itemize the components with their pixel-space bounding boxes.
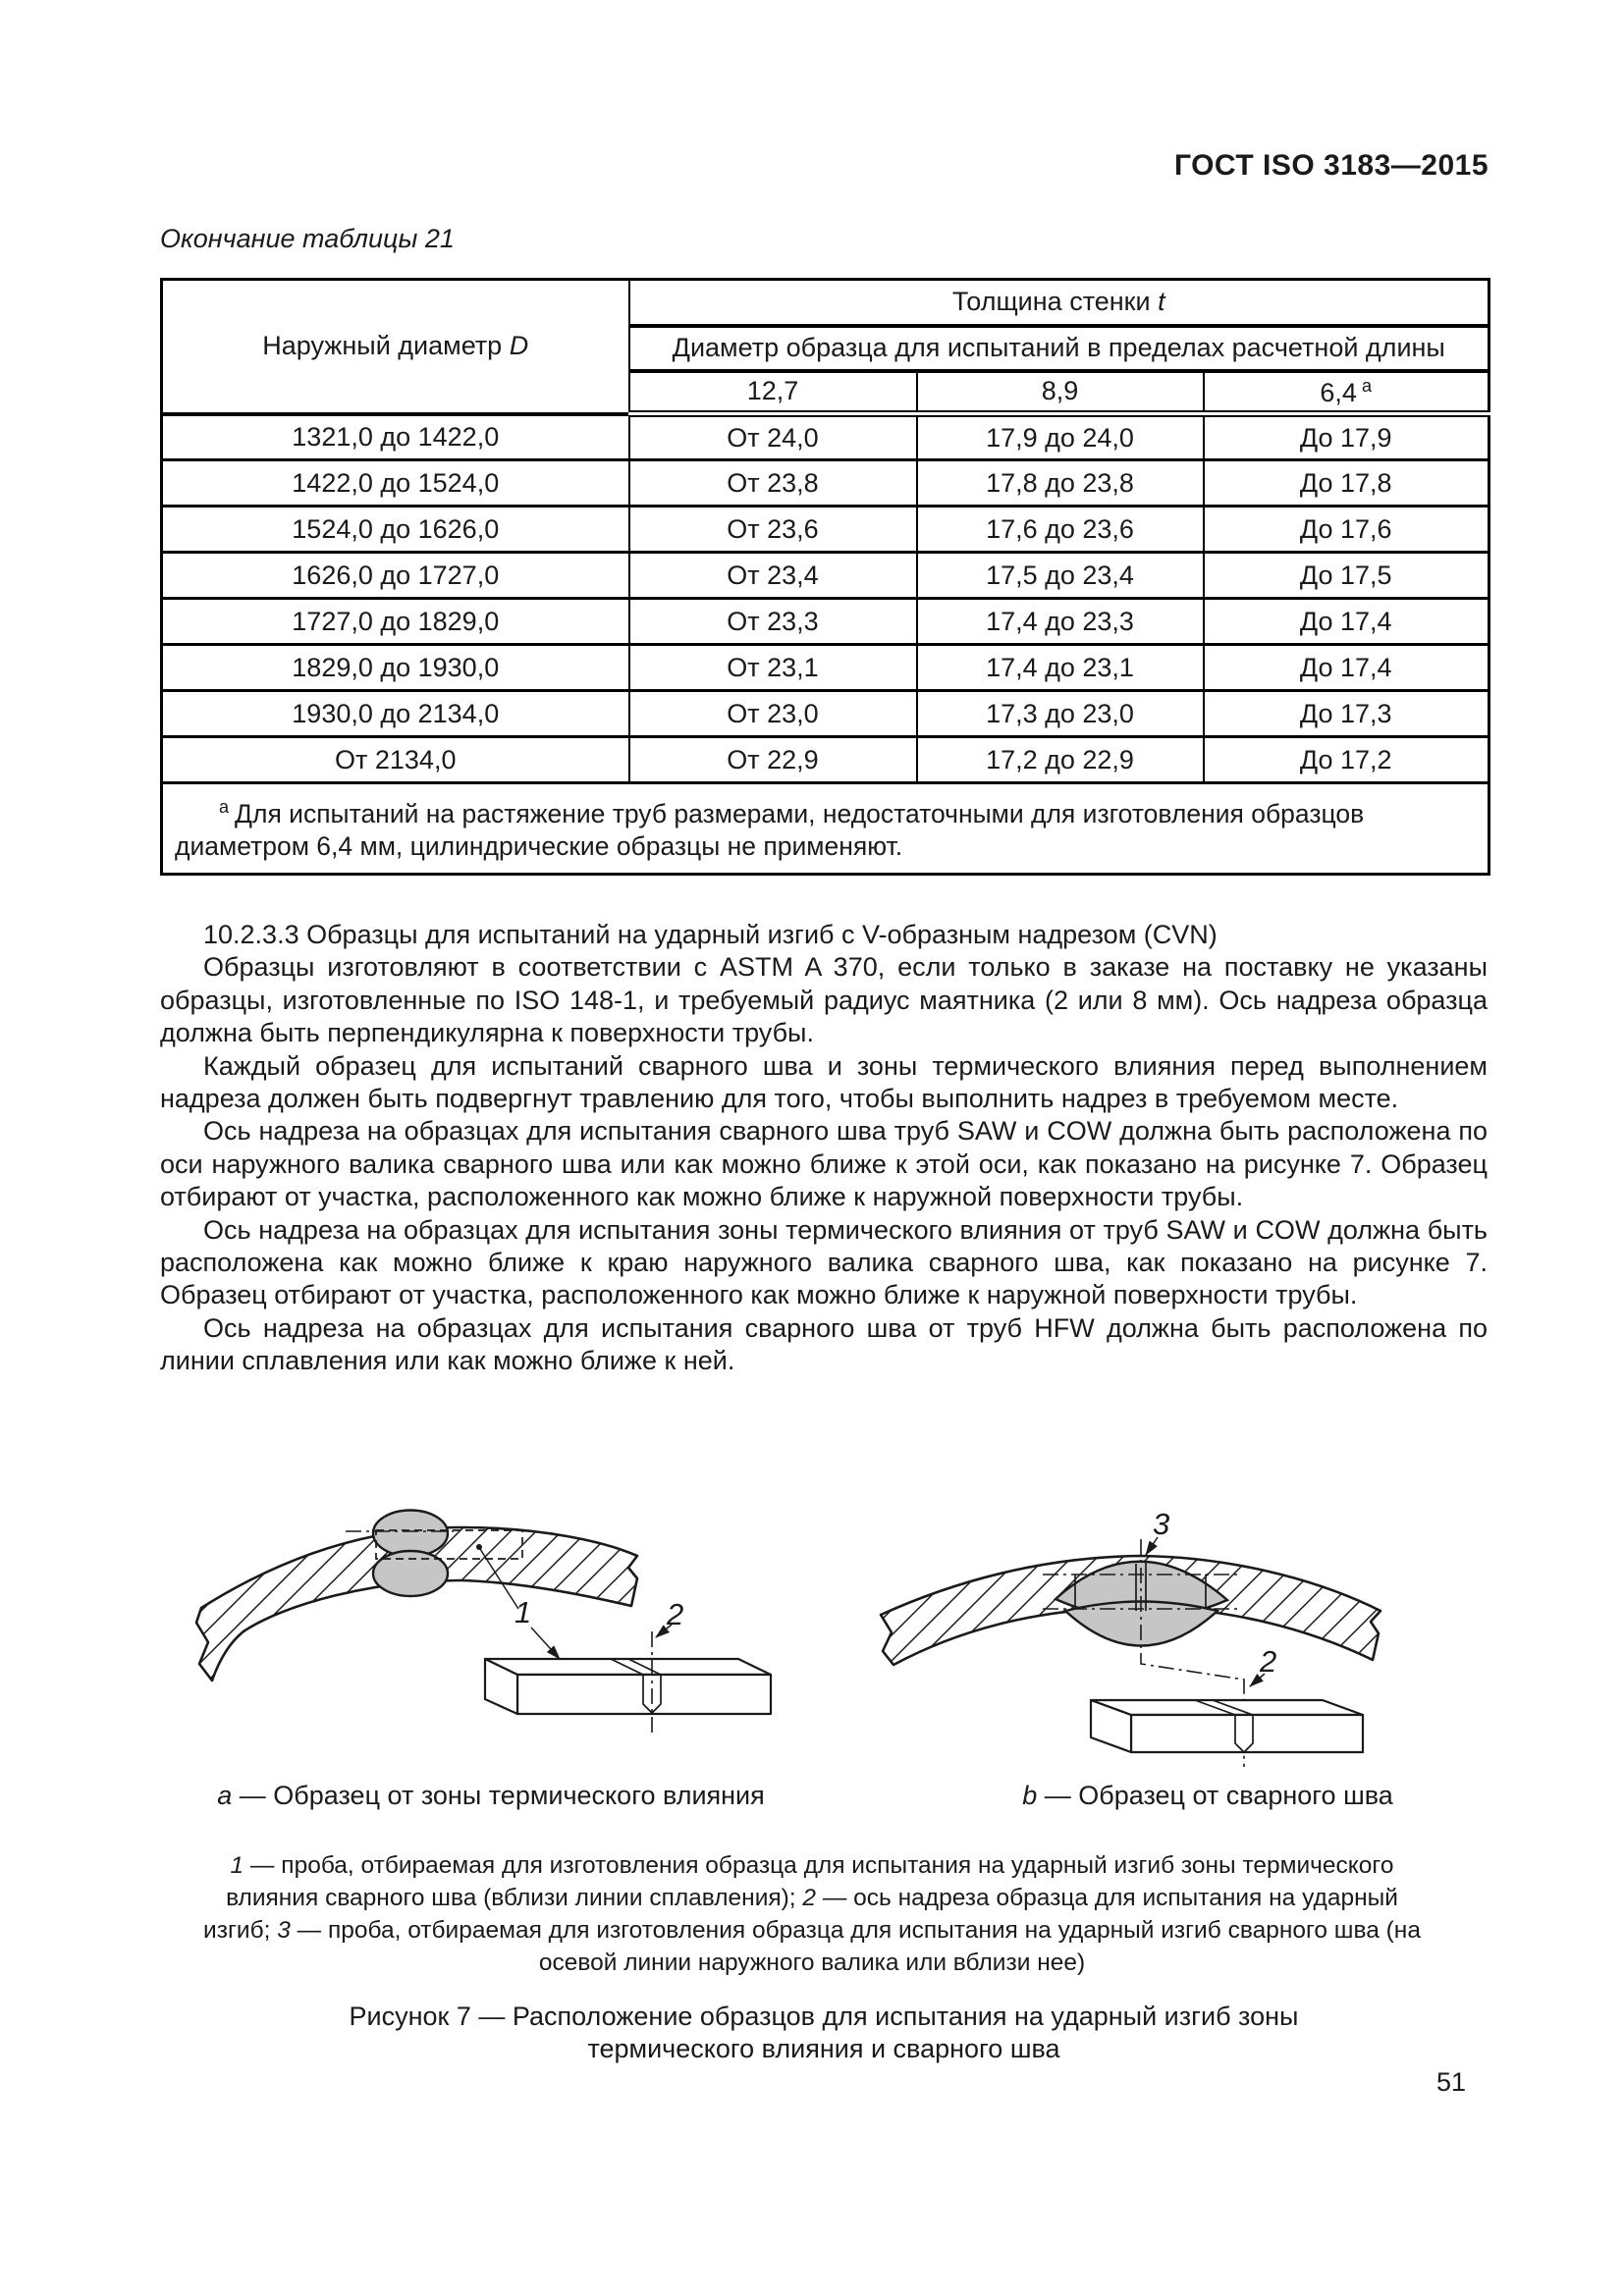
figure-label-2a: 2 xyxy=(667,1597,684,1631)
paragraph: Ось надреза на образцах для испытания сварного шва от труб HFW должна быть расположена по линии сплавления или как можно ближе к ней. xyxy=(160,1312,1488,1376)
table-row: 1829,0 до 1930,0 От 23,1 17,4 до 23,1 До 17,4 xyxy=(162,645,1489,691)
table-row: От 2134,0 От 22,9 17,2 до 22,9 До 17,2 xyxy=(162,737,1489,783)
figure-caption-line1: Рисунок 7 — Расположение образцов для испытания на ударный изгиб зоны xyxy=(349,2002,1299,2031)
col-header-wall-thickness: Толщина стенки t xyxy=(629,280,1489,326)
paragraph: Ось надреза на образцах для испытания сварного шва труб SAW и COW должна быть расположена по оси наружного валика сварного шва или как можно ближе к этой оси, как показано на рисунке 7. Образец отбирают от участка, расположенного как можно ближе к наружной поверхности трубы. xyxy=(160,1116,1488,1212)
leader-line-1-down xyxy=(531,1628,560,1659)
figure-caption-line2: термического влияния и сварного шва xyxy=(587,2034,1060,2063)
weld-bead-inner-a-icon xyxy=(373,1551,448,1596)
table-footnote: $^a$ Для испытаний на растяжение труб размерами, недостаточными для изготовления образцов диаметром 6,4 мм, цилиндрические образцы не применяют. xyxy=(175,797,1365,861)
figure-label-1: 1 xyxy=(514,1595,532,1629)
table-row: 1930,0 до 2134,0 От 23,0 17,3 до 23,0 До 17,3 xyxy=(162,691,1489,737)
col-header-12-7: 12,7 xyxy=(629,371,917,414)
col-header-specimen-diameter: Диаметр образца для испытаний в пределах расчетной длины xyxy=(629,326,1489,371)
subfigure-a-caption: a — Образец от зоны термического влияния xyxy=(217,1781,765,1810)
table-row: 1626,0 до 1727,0 От 23,4 17,5 до 23,4 До 17,5 xyxy=(162,553,1489,599)
section-text xyxy=(160,919,1488,1378)
specimen-diameter-table xyxy=(160,278,1490,876)
col-header-outer-diameter: Наружный диаметр D xyxy=(162,280,629,414)
table-row: 1524,0 до 1626,0 От 23,6 17,6 до 23,6 До 17,6 xyxy=(162,507,1489,553)
paragraph: Ось надреза на образцах для испытания зоны термического влияния от труб SAW и COW должна быть расположена как можно ближе к краю наружного валика сварного шва, как показано на рисунке 7. Образец отбирают от участка, расположенного как можно ближе к наружной поверхности трубы. xyxy=(160,1214,1488,1310)
table-row: 1321,0 до 1422,0 От 24,0 17,9 до 24,0 До 17,9 xyxy=(162,414,1489,460)
subfigure-b-caption: b — Образец от сварного шва xyxy=(1022,1781,1393,1810)
figure-caption xyxy=(160,2001,1488,2065)
leader-dot-1 xyxy=(476,1544,482,1550)
section-heading: 10.2.3.3 Образцы для испытаний на ударный изгиб с V-образным надрезом (CVN) xyxy=(203,920,1218,949)
table-row: 1727,0 до 1829,0 От 23,3 17,4 до 23,3 До 17,4 xyxy=(162,599,1489,645)
weld-bead-outer-a-icon xyxy=(373,1511,448,1557)
paragraph: Образцы изготовляют в соответствии с ASTM A 370, если только в заказе на поставку не указаны образцы, изготовленные по ISO 148-1, и требуемый радиус маятника (2 или 8 мм). Ось надреза образца должна быть перпендикулярна к поверхности трубы. xyxy=(160,952,1488,1048)
col-header-6-4: 6,4 $^a$ xyxy=(1204,371,1489,414)
table-footnote-row xyxy=(162,783,1489,875)
subfigure-b xyxy=(881,1507,1380,1767)
specimen-b-front-face-icon xyxy=(1131,1715,1363,1752)
col-header-8-9: 8,9 xyxy=(917,371,1204,414)
figure-label-3: 3 xyxy=(1153,1507,1170,1541)
figure-7-drawing xyxy=(118,1470,1512,1777)
table-continuation-label: Окончание таблицы 21 xyxy=(160,224,455,253)
paragraph: Каждый образец для испытаний сварного шва и зоны термического влияния перед выполнением надреза должен быть подвергнут травлению для того, чтобы выполнить надрез в требуемом месте. xyxy=(160,1050,1488,1114)
subfigure-a xyxy=(196,1511,771,1735)
table-row: 1422,0 до 1524,0 От 23,8 17,8 до 23,8 До 17,8 xyxy=(162,460,1489,507)
figure-label-2b: 2 xyxy=(1260,1644,1277,1679)
figure-legend: 1 — проба, отбираемая для изготовления образца для испытания на ударный изгиб зоны термического влияния сварного шва (вблизи линии сплавления); 2 — ось надреза образца для испытания на ударный изгиб; 3 — проба, отбираемая для изготовления образца для испытания на ударный изгиб сварного шва (на осевой линии наружного валика или вблизи нее) xyxy=(203,1852,1421,1976)
standard-designation: ГОСТ ISO 3183—2015 xyxy=(1173,149,1489,182)
page-number: 51 xyxy=(1435,2067,1466,2097)
specimen-a-front-face-icon xyxy=(517,1675,771,1714)
